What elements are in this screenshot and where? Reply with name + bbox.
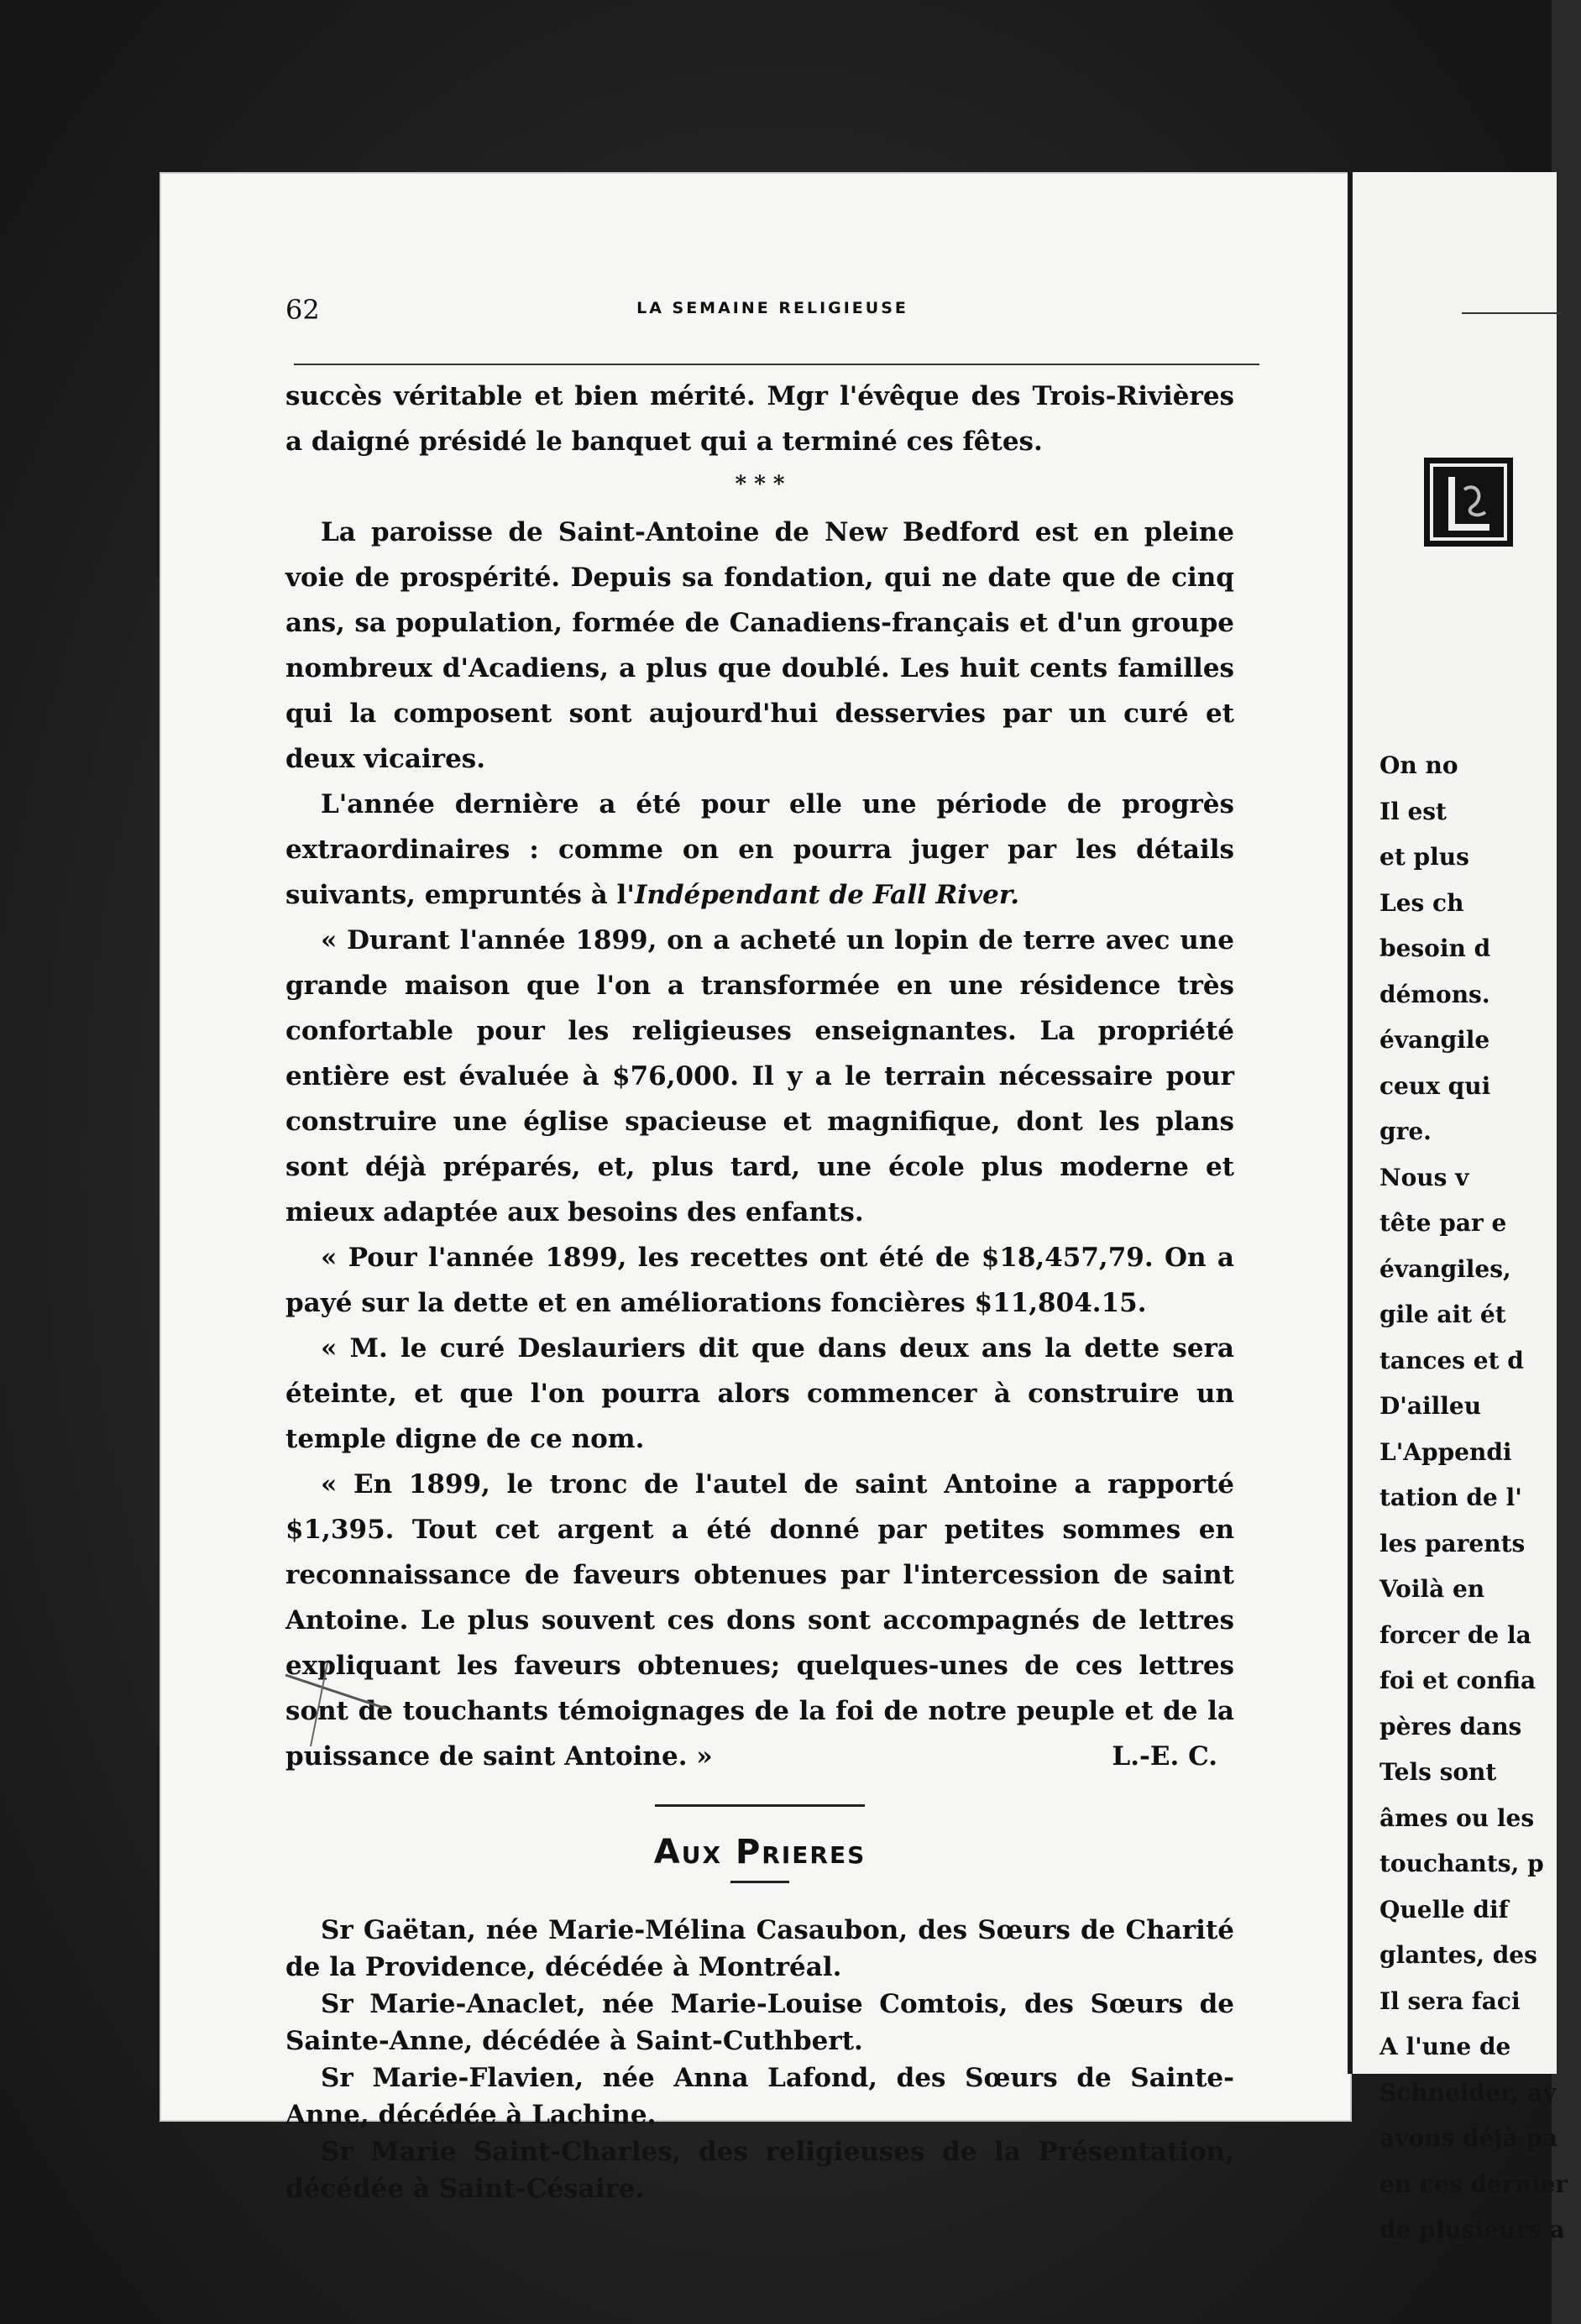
right-page-line: tête par e xyxy=(1379,1209,1507,1237)
right-page-line: A l'une de xyxy=(1379,2033,1511,2060)
page-number: 62 xyxy=(285,294,320,326)
right-page-line: Il est xyxy=(1379,797,1447,825)
pencil-mark-icon xyxy=(277,1658,395,1754)
right-page-line: tation de l' xyxy=(1379,1484,1522,1511)
paragraph xyxy=(285,782,1234,918)
section-divider xyxy=(655,1804,865,1807)
paragraph: La paroisse de Saint-Antoine de New Bedford est en pleine voie de prospérité. Depuis sa fondation, qui ne date que de cinq ans, sa population, formée de Canadiens-français et d'un groupe nombreux d'Acadiens, a plus que doublé. Les huit cents familles qui la composent sont aujourd'hui desservies par un curé et deux vicaires. xyxy=(285,517,1234,774)
obituary-item: Sr Gaëtan, née Marie-Mélina Casaubon, des Sœurs de Charité de la Providence, décédée à Montréal. xyxy=(285,1915,1234,1982)
right-page-line: besoin d xyxy=(1379,934,1491,962)
right-page-line: Les ch xyxy=(1379,888,1464,917)
right-page-line: Schneider, ay xyxy=(1379,2078,1557,2107)
paragraph: « Durant l'année 1899, on a acheté un lopin de terre avec une grande maison que l'on a transformée en une résidence très confortable pour les religieuses enseignantes. La propriété entière est évaluée à $76,000. Il y a le terrain nécessaire pour construire une église spacieuse et magnifique, dont les plans sont déjà préparés, et, plus tard, une école plus moderne et mieux adaptée aux besoins des enfants. xyxy=(285,925,1234,1227)
paragraph: succès véritable et bien mérité. Mgr l'évêque des Trois-Rivières a daigné présidé le banquet qui a terminé ces fêtes. xyxy=(285,381,1234,457)
right-page-text xyxy=(1379,743,1581,2253)
right-page-line: évangiles, xyxy=(1379,1254,1511,1283)
right-page-line: Nous v xyxy=(1379,1163,1469,1191)
obituary-list xyxy=(285,1912,1234,2207)
article-body xyxy=(285,374,1234,2207)
paragraph: « M. le curé Deslauriers dit que dans deux ans la dette sera éteinte, et que l'on pourra alors commencer à construire un temple digne de ce nom. xyxy=(285,1333,1234,1454)
right-page-line: Tels sont xyxy=(1379,1758,1497,1786)
right-page-line: glantes, des xyxy=(1379,1941,1537,1969)
right-page-line: touchants, p xyxy=(1379,1850,1544,1877)
right-page-edge xyxy=(1348,172,1568,2243)
left-page xyxy=(160,172,1352,2204)
right-page-line: les parents xyxy=(1379,1529,1526,1557)
right-page-line: Quelle dif xyxy=(1379,1895,1509,1924)
right-page-line: Voilà en xyxy=(1379,1575,1485,1603)
paragraph-text: L'année dernière a été pour elle une période de progrès extraordinaires : comme on en pourra juger par les détails suivants, empruntés à l' xyxy=(285,789,1234,910)
right-page-line: foi et confia xyxy=(1379,1667,1537,1694)
right-page-line: avons déjà pa xyxy=(1379,2124,1558,2152)
right-page-line: tances et d xyxy=(1379,1346,1524,1374)
ornamental-initial-icon xyxy=(1424,458,1513,547)
obituary-item: Sr Marie-Flavien, née Anna Lafond, des Sœurs de Sainte-Anne, décédée à Lachine. xyxy=(285,2063,1234,2130)
right-page-line: On no xyxy=(1379,751,1458,779)
running-title: LA SEMAINE RELIGIEUSE xyxy=(636,299,908,317)
right-page-line: évangile xyxy=(1379,1026,1490,1054)
right-page-line: D'ailleu xyxy=(1379,1392,1482,1420)
paragraph: « En 1899, le tronc de l'autel de saint Antoine a rapporté $1,395. Tout cet argent a été donné par petites sommes en reconnaissance de faveurs obtenues par l'intercession de saint Antoine. Le plus souvent ces dons sont accompagnés de lettres expliquant les faveurs obtenues; quelques-unes de ces lettres sont de touchants témoignages de la foi de notre peuple et de la puissance de saint Antoine. » xyxy=(285,1469,1234,1772)
right-page-line: et plus xyxy=(1379,843,1469,871)
right-page-line: démons. xyxy=(1379,980,1490,1008)
paragraph: « Pour l'année 1899, les recettes ont été de $18,457,79. On a payé sur la dette et en améliorations foncières $11,804.15. xyxy=(285,1243,1234,1318)
obituary-item: Sr Marie-Anaclet, née Marie-Louise Comtois, des Sœurs de Sainte-Anne, décédée à Saint-Cuthbert. xyxy=(285,1989,1234,2056)
newspaper-title: Indépendant de Fall River. xyxy=(634,880,1020,910)
right-page-line: pères dans xyxy=(1379,1712,1522,1740)
right-page-line: gile ait ét xyxy=(1379,1301,1506,1328)
signature: L.-E. C. xyxy=(1112,1741,1217,1772)
right-page-line: en ces dernier xyxy=(1379,2170,1568,2198)
header-rule xyxy=(294,364,1259,365)
page-header xyxy=(285,294,1259,327)
right-page-line: ceux qui xyxy=(1379,1071,1491,1100)
right-page-line: âmes ou les xyxy=(1379,1803,1535,1832)
title-underline xyxy=(730,1881,789,1883)
asterism: * * * xyxy=(735,472,785,497)
right-page-line: Il sera faci xyxy=(1379,1986,1521,2015)
obituary-item: Sr Marie Saint-Charles, des religieuses de la Présentation, décédée à Saint-Césaire. xyxy=(285,2137,1234,2204)
right-page-line: de plusieurs a xyxy=(1379,2216,1565,2243)
section-title: Aux Prieres xyxy=(653,1833,866,1871)
right-page-line: gre. xyxy=(1379,1118,1432,1145)
right-page-line: forcer de la xyxy=(1379,1620,1531,1649)
right-page-line: L'Appendi xyxy=(1379,1437,1512,1466)
header-rule xyxy=(1462,312,1563,314)
